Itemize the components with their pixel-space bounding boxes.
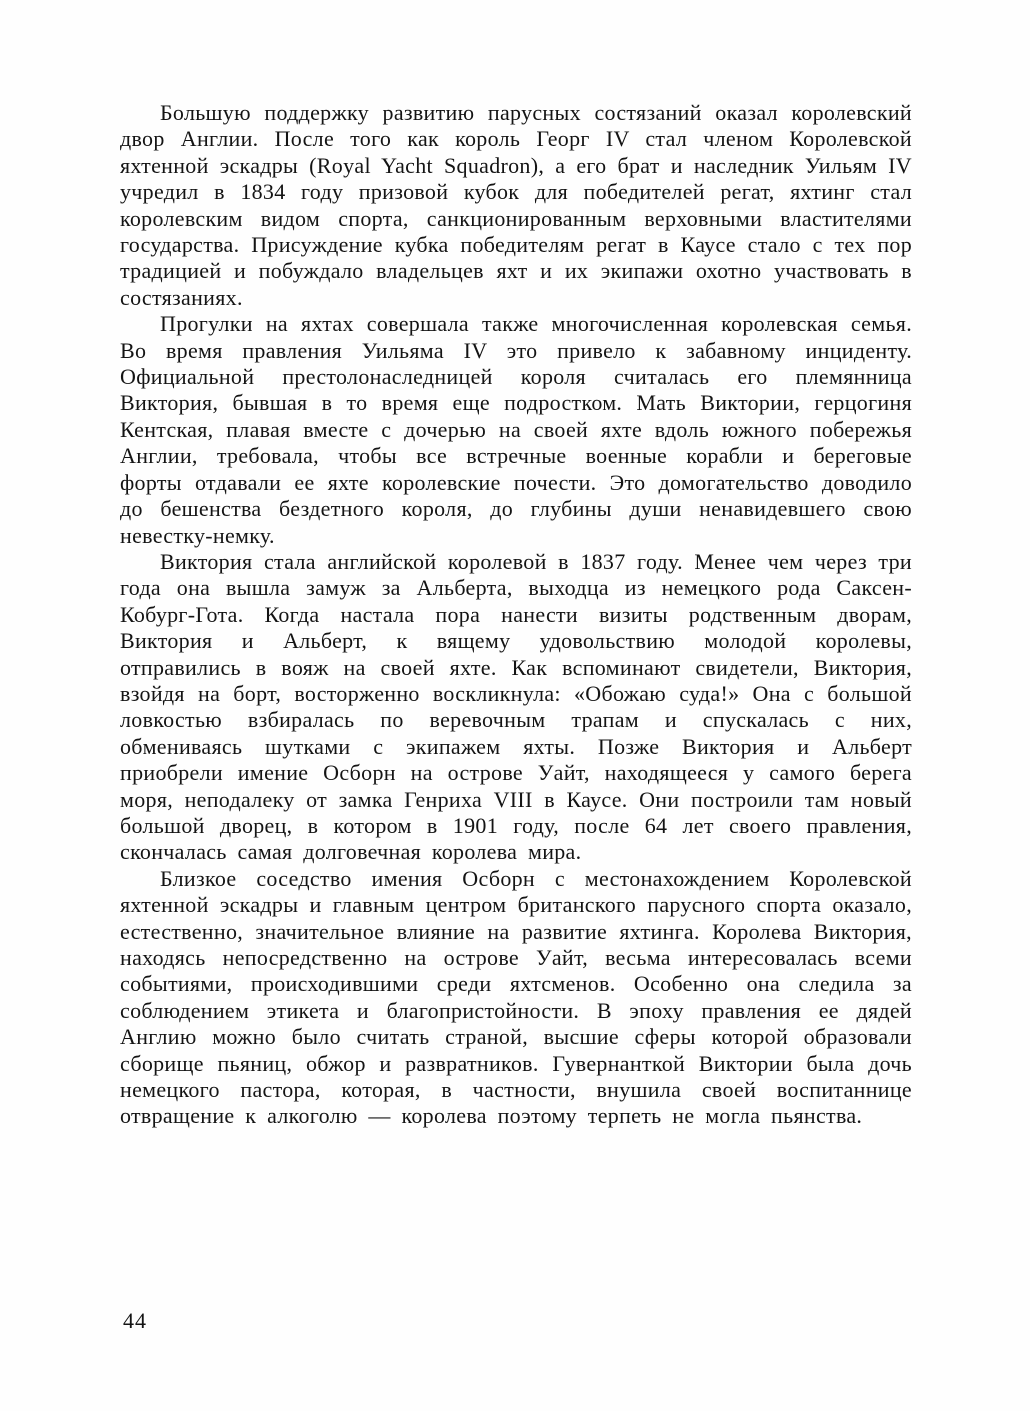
paragraph-royal-support: Большую поддержку развитию парусных состязаний оказал королевский двор Англии. После того как король Георг IV стал членом Королевской яхтенной эскадры (Royal Yacht Squadron), а его брат и наследник Уильям IV учредил в 1834 году призовой кубок для победителей регат, яхтинг стал королевским видом спорта, санкционированным верховными властителями государства. Присуждение кубка победителям регат в Каусе стало с тех пор традицией и побуждало владельцев яхт и их экипажи охотно участвовать в состязаниях. (120, 100, 912, 310)
paragraph-osborne-neighborhood: Близкое соседство имения Осборн с местонахождением Королевской яхтенной эскадры и главным центром британского парусного спорта оказало, естественно, значительное влияние на развитие яхтинга. Королева Виктория, находясь непосредственно на острове Уайт, весьма интересовалась всеми событиями, происходившими среди яхтсменов. Особенно она следила за соблюдением этикета и благопристойности. В эпоху правления ее дядей Англию можно было считать страной, высшие сферы которой образовали сборище пьяниц, обжор и развратников. Гувернанткой Виктории была дочь немецкого пастора, которая, в частности, внушила своей воспитаннице отвращение к алкоголю — королева поэтому терпеть не могла пьянства. (120, 865, 912, 1129)
page-text-block (120, 100, 912, 1130)
paragraph-victoria-queen: Виктория стала английской королевой в 1837 году. Менее чем через три года она вышла замуж за Альберта, выходца из немецкого рода Саксен-Кобург-Гота. Когда настала пора нанести визиты родственным дворам, Виктория и Альберт, к вящему удовольствию молодой королевы, отправились в вояж на своей яхте. Как вспоминают свидетели, Виктория, взойдя на борт, восторженно воскликнула: «Обожаю суда!» Она с большой ловкостью взбиралась по веревочным трапам и спускалась с них, обмениваясь шутками с экипажем яхты. Позже Виктория и Альберт приобрели имение Осборн на острове Уайт, находящееся у самого берега моря, неподалеку от замка Генриха VIII в Каусе. Они построили там новый большой дворец, в котором в 1901 году, после 64 лет своего правления, скончалась самая долговечная королева мира. (120, 548, 912, 865)
paragraph-royal-family-outings: Прогулки на яхтах совершала также многочисленная королевская семья. Во время правления Уильяма IV это привело к забавному инциденту. Официальной престолонаследницей короля считалась его племянница Виктория, бывшая в то время еще подростком. Мать Виктории, герцогиня Кентская, плавая вместе с дочерью на своей яхте вдоль южного побережья Англии, требовала, чтобы все встречные военные корабли и береговые форты отдавали ее яхте королевские почести. Это домогательство доводило до бешенства бездетного короля, до глубины души ненавидевшего свою невестку-немку. (120, 311, 912, 548)
page-number: 44 (123, 1308, 147, 1333)
